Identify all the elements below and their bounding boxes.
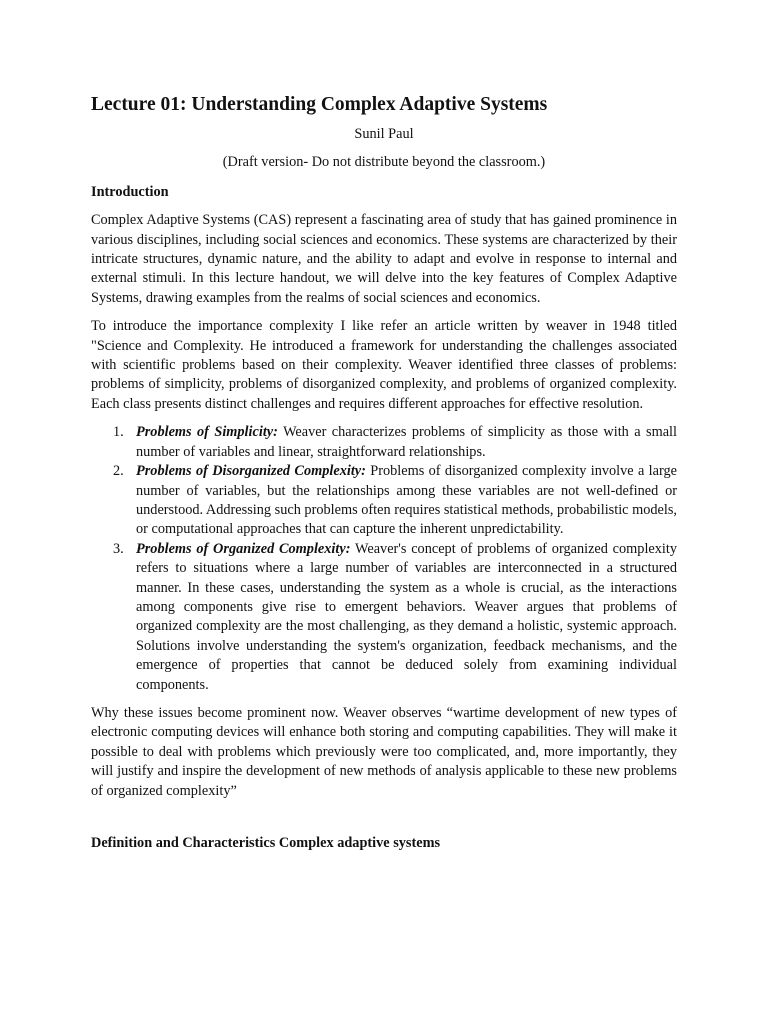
list-number: 2.	[113, 463, 124, 480]
draft-note: (Draft version- Do not distribute beyond the classroom.)	[222, 154, 546, 171]
page-title: Lecture 01: Understanding Complex Adaptive Systems	[91, 94, 548, 115]
list-item	[91, 540, 677, 695]
list-number: 1.	[113, 424, 124, 441]
weaver-quote-paragraph: Why these issues become prominent now. Weaver observes “wartime development of new types of electronic computing devices will enhance both storing and computing capabilities. They will make it possible to deal with problems which previously were too complicated, and, more importantly, they will justify and inspire the development of new methods of analysis applicable to these new problems of organized complexity”	[91, 704, 677, 799]
author-name: Sunil Paul	[354, 126, 414, 142]
document-body	[91, 92, 677, 862]
problem-term: Problems of Organized Complexity:	[136, 540, 351, 557]
list-item	[91, 423, 677, 462]
problem-description: Problems of disorganized complexity involve a large number of variables, but the relationships among these variables are not well-defined or understood. Addressing such problems often requires statistical methods, probabilistic models, or computational approaches that can capture the inherent unpredictability.	[136, 463, 677, 538]
problem-classes-list	[91, 423, 677, 695]
list-number: 3.	[113, 540, 124, 557]
problem-term: Problems of Disorganized Complexity:	[136, 463, 366, 480]
section-heading-definition: Definition and Characteristics Complex adaptive systems	[91, 835, 441, 851]
problem-term: Problems of Simplicity:	[136, 424, 278, 441]
problem-description: Weaver's concept of problems of organized complexity refers to situations where a large number of variables are interconnected in a structured manner. In these cases, understanding the system as a whole is crucial, as the interactions among components give rise to emergent behaviors. Weaver argues that problems of organized complexity are the most challenging, as they demand a holistic, systemic approach. Solutions involve understanding the system's organization, feedback mechanisms, and the emergence of properties that cannot be deduced solely from examining individual components.	[136, 540, 678, 693]
intro-paragraph-2: To introduce the importance complexity I like refer an article written by weaver in 1948 titled "Science and Complexity. He introduced a framework for understanding the challenges associated with scientific problems based on their complexity. Weaver identified three classes of problems: problems of simplicity, problems of disorganized complexity, and problems of organized complexity. Each class presents distinct challenges and requires different approaches for effective resolution.	[91, 318, 677, 412]
problem-description: Weaver characterizes problems of simplicity as those with a small number of variables and linear, straightforward relationships.	[136, 424, 677, 460]
list-item	[91, 462, 677, 540]
intro-paragraph-1: Complex Adaptive Systems (CAS) represent a fascinating area of study that has gained prominence in various disciplines, including social sciences and economics. These systems are characterized by their intricate structures, dynamic nature, and the ability to adapt and evolve in response to internal and external stimuli. In this lecture handout, we will delve into the key features of Complex Adaptive Systems, drawing examples from the realms of social sciences and economics.	[91, 212, 677, 306]
intro-heading: Introduction	[91, 183, 169, 200]
